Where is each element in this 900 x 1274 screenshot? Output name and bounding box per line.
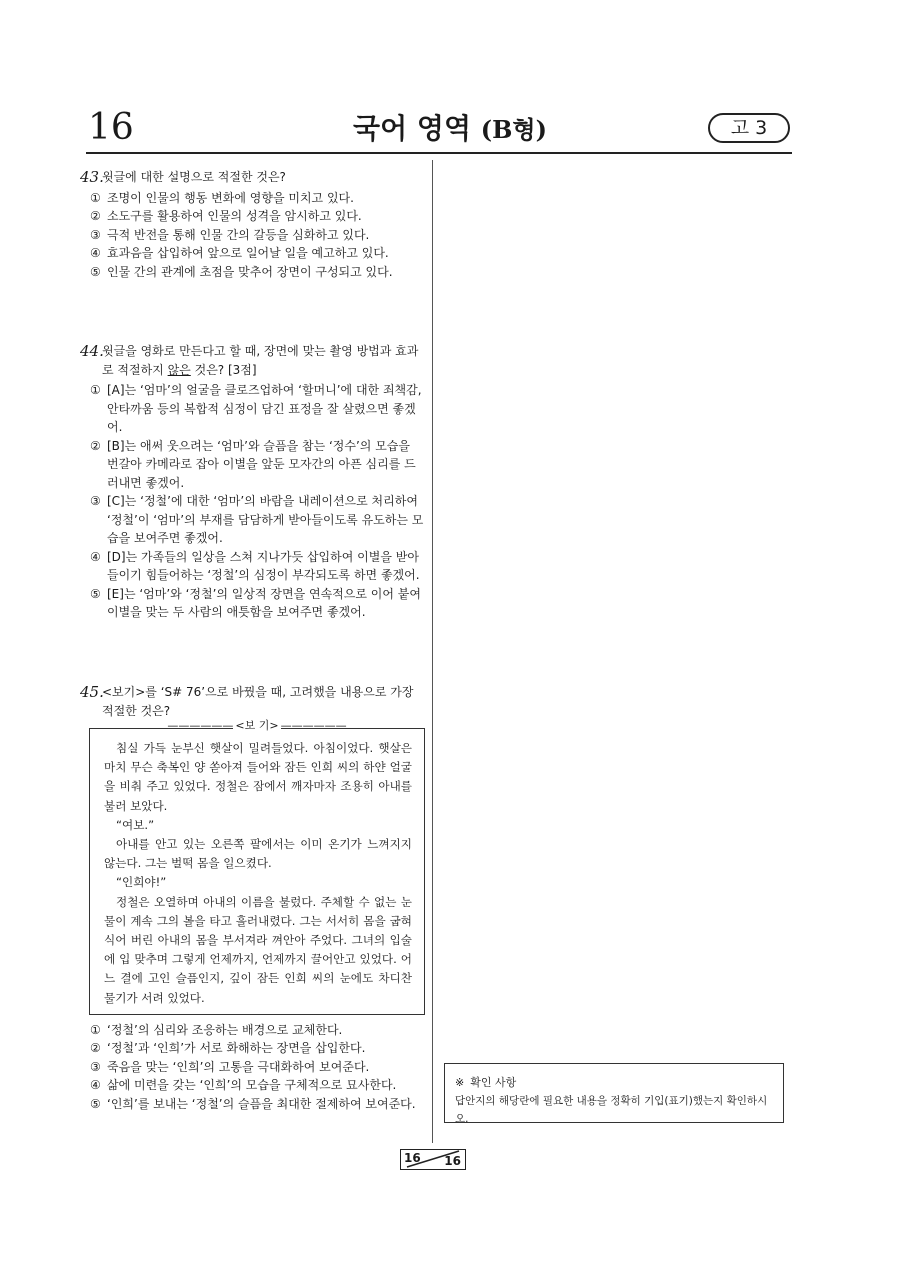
choice-1[interactable]: [90, 189, 425, 208]
stem-underlined: 않은: [167, 362, 191, 377]
choice-mark: ⑤: [90, 586, 101, 601]
choice-mark: ②: [90, 438, 101, 453]
choice-5[interactable]: [90, 1095, 425, 1114]
choice-text: 삶에 미련을 갖는 ‘인희’의 모습을 구체적으로 묘사한다.: [107, 1078, 397, 1093]
choice-text: ‘정철’과 ‘인희’가 서로 화해하는 장면을 삽입한다.: [107, 1041, 366, 1056]
bogi-paragraph: 아내를 안고 있는 오른쪽 팔에서는 이미 온기가 느껴지지 않는다. 그는 벌떡 몸을 일으켰다.: [104, 837, 412, 871]
bogi-label: —————— <보 기> ——————: [167, 719, 347, 732]
total-pages: 16: [444, 1154, 461, 1168]
choice-text: [B]는 애써 웃으려는 ‘엄마’와 슬픔을 참는 ‘정수’의 모습을 번갈아 카메라로 잡아 이별을 앞둔 모자간의 아픈 심리를 드러내면 좋겠어.: [107, 438, 416, 490]
bogi-paragraph: 정철은 오열하며 아내의 이름을 불렀다. 주체할 수 없는 눈물이 계속 그의 볼을 타고 흘러내렸다. 그는 서서히 몸을 굽혀 식어 버린 아내의 몸을 부서져라 껴안아 주었다. 그녀의 입술에 입 맞추며 그렇게 언제까지, 언제까지 끌어안고 있었다. 어느 결에 고인 슬픔인지, 깊이 잠든 인희 씨의 눈에도 차디찬 물기가 서려 있었다.: [104, 894, 412, 1005]
question-stem: 윗글에 대한 설명으로 적절한 것은?: [102, 170, 286, 184]
subject-title: 국어 영역: [353, 112, 471, 145]
footer-page-indicator: [400, 1149, 466, 1170]
question-stem: [102, 342, 425, 379]
bogi-paragraph: “여보.”: [116, 817, 155, 832]
choice-text: 인물 간의 관계에 초점을 맞추어 장면이 구성되고 있다.: [107, 264, 393, 279]
choice-mark: ⑤: [90, 1096, 101, 1111]
choice-text: ‘정철’의 심리와 조응하는 배경으로 교체한다.: [107, 1022, 343, 1037]
choice-3[interactable]: [90, 492, 425, 548]
choice-text: [A]는 ‘엄마’의 얼굴을 클로즈업하여 ‘할머니’에 대한 죄책감, 안타까움 등의 복합적 심정이 담긴 표정을 잘 살렸으면 좋겠어.: [107, 383, 422, 434]
question-number: 45.: [80, 683, 104, 701]
question-number: 44.: [80, 342, 104, 360]
choice-text: 죽음을 맞는 ‘인희’의 고통을 극대화하여 보여준다.: [107, 1059, 370, 1074]
choice-1[interactable]: [90, 381, 425, 437]
choice-text: [C]는 ‘정철’에 대한 ‘엄마’의 바람을 내레이션으로 처리하여 ‘정철’이 ‘엄마’의 부재를 담담하게 받아들이도록 유도하는 모습을 보여주면 좋겠어.: [107, 494, 424, 545]
choice-text: [E]는 ‘엄마’와 ‘정철’의 일상적 장면을 연속적으로 이어 붙여 이별을 맞는 두 사람의 애틋함을 보여주면 좋겠어.: [107, 586, 421, 619]
choice-mark: ①: [90, 190, 101, 205]
question-43: [80, 168, 425, 281]
column-divider: [432, 160, 433, 1143]
choice-mark: ①: [90, 383, 101, 397]
question-44: [80, 342, 425, 622]
choice-text: 조명이 인물의 행동 변화에 영향을 미치고 있다.: [107, 190, 354, 205]
stem-text: 윗글을 영화로 만든다고 할 때, 장면에 맞는 촬영 방법과 효과로 적절하지: [102, 344, 419, 377]
choice-list: [90, 189, 425, 282]
reference-mark-icon: ※: [455, 1076, 465, 1089]
bogi-paragraph: “인희야!”: [116, 875, 167, 890]
current-page: 16: [404, 1151, 421, 1165]
choice-4[interactable]: [90, 244, 425, 263]
notice-box: [444, 1063, 784, 1123]
choice-2[interactable]: [90, 1039, 425, 1058]
choice-3[interactable]: [90, 1058, 425, 1077]
choice-text: 효과음을 삽입하여 앞으로 일어날 일을 예고하고 있다.: [107, 246, 389, 260]
header-rule: [86, 152, 792, 154]
bogi-section: [89, 719, 425, 1015]
choice-mark: ④: [90, 549, 101, 564]
stem-text-end: 것은? [3점]: [190, 362, 257, 377]
notice-text: 답안지의 해당란에 필요한 내용을 정확히 기입(표기)했는지 확인하시오.: [455, 1095, 768, 1125]
choice-3[interactable]: [90, 226, 425, 245]
choice-mark: ①: [90, 1022, 101, 1037]
grade-badge: 고 3: [708, 113, 790, 143]
choice-text: ‘인희’를 보내는 ‘정철’의 슬픔을 최대한 절제하여 보여준다.: [107, 1096, 416, 1111]
choice-5[interactable]: [90, 263, 425, 282]
choice-mark: ②: [90, 209, 101, 223]
question-45: [80, 683, 425, 1113]
choice-mark: ④: [90, 246, 101, 260]
choice-list: [90, 1021, 425, 1114]
choice-mark: ③: [90, 1059, 101, 1074]
choice-4[interactable]: [90, 548, 425, 585]
choice-text: 극적 반전을 통해 인물 간의 갈등을 심화하고 있다.: [107, 227, 370, 242]
choice-mark: ④: [90, 1078, 101, 1093]
question-stem: <보기>를 ‘S# 76’으로 바꿨을 때, 고려했을 내용으로 가장 적절한 것은?: [102, 685, 414, 718]
choice-2[interactable]: [90, 437, 425, 493]
notice-title: [455, 1074, 775, 1092]
choice-mark: ②: [90, 1041, 101, 1056]
bogi-box: [89, 728, 425, 1015]
choice-4[interactable]: [90, 1076, 425, 1095]
choice-text: 소도구를 활용하여 인물의 성격을 암시하고 있다.: [107, 209, 362, 223]
page-number: 16: [88, 107, 134, 148]
choice-1[interactable]: [90, 1021, 425, 1040]
choice-mark: ③: [90, 494, 101, 508]
bogi-paragraph: 침실 가득 눈부신 햇살이 밀려들었다. 아침이었다. 햇살은 마치 무슨 축복인 양 쏟아져 들어와 잠든 인희 씨의 하얀 얼굴을 비춰 주고 있었다. 정철은 잠에서 깨자마자 조용히 아내를 불러 보았다.: [104, 741, 412, 813]
choice-list: [90, 381, 425, 622]
question-number: 43.: [80, 168, 104, 186]
choice-mark: ⑤: [90, 264, 101, 279]
choice-5[interactable]: [90, 585, 425, 622]
notice-title-text: 확인 사항: [470, 1076, 517, 1089]
choice-text: [D]는 가족들의 일상을 스쳐 지나가듯 삽입하여 이별을 받아들이기 힘들어하는 ‘정철’의 심정이 부각되도록 하면 좋겠어.: [107, 549, 420, 582]
exam-type: (B형): [480, 115, 547, 144]
choice-mark: ③: [90, 227, 101, 242]
choice-2[interactable]: [90, 207, 425, 226]
